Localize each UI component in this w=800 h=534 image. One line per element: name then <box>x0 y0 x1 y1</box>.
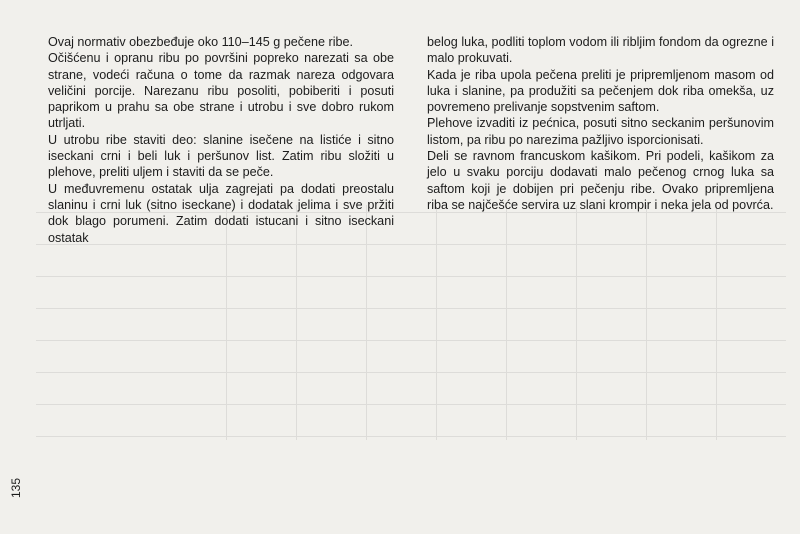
paragraph: U međuvremenu ostatak ulja zagrejati pa dodati preostalu slaninu i crni luk (sitno iseckane) i dodatak jelima i sve pržiti dok blago porumeni. Zatim dodati istucani i sitno iseckani ostatak <box>48 181 394 245</box>
paragraph: Deli se ravnom francuskom kašikom. Pri podeli, kašikom za jelo u svaku porciju dodavati malo pečenog crnog luka sa saftom koji je dobijen pri pečenju ribe. Ovako pripremljena riba se najčešće servira uz slani krompir i neka jela od povrća. <box>427 149 774 212</box>
paragraph: Kada je riba upola pečena preliti je pripremljenom masom od luka i slanine, pa produžiti sa pečenjem dok riba omekša, uz povremeno prelivanje sopstvenim saftom. <box>427 67 774 115</box>
paragraph: Plehove izvaditi iz pećnica, posuti sitno seckanim peršunovim listom, pa ribu po narezima pažljivo isporcionisati. <box>427 116 774 147</box>
paragraph: Očišćenu i opranu ribu po površini popreko narezati sa obe strane, vodeći računa o tome da razmak nareza odgovara veličini porcije. Narezanu ribu posoliti, pobiberiti i posuti paprikom u prahu sa obe strane i utrobu i sve dobro rukom utrljati. <box>48 51 394 131</box>
paragraph: Ovaj normativ obezbeđuje oko 110–145 g pečene ribe. <box>48 35 354 49</box>
paragraph: U utrobu ribe staviti deo: slanine isečene na listiće i sitno iseckani crni i beli luk i peršunov list. Zatim ribu složiti u plehove, preliti uljem i staviti da se peče. <box>48 132 394 180</box>
right-text-column <box>427 34 774 213</box>
left-text-column <box>48 34 394 246</box>
paragraph: belog luka, podliti toplom vodom ili ribljim fondom da ogrezne i malo prokuvati. <box>427 35 774 66</box>
page-number: 135 <box>9 477 23 498</box>
